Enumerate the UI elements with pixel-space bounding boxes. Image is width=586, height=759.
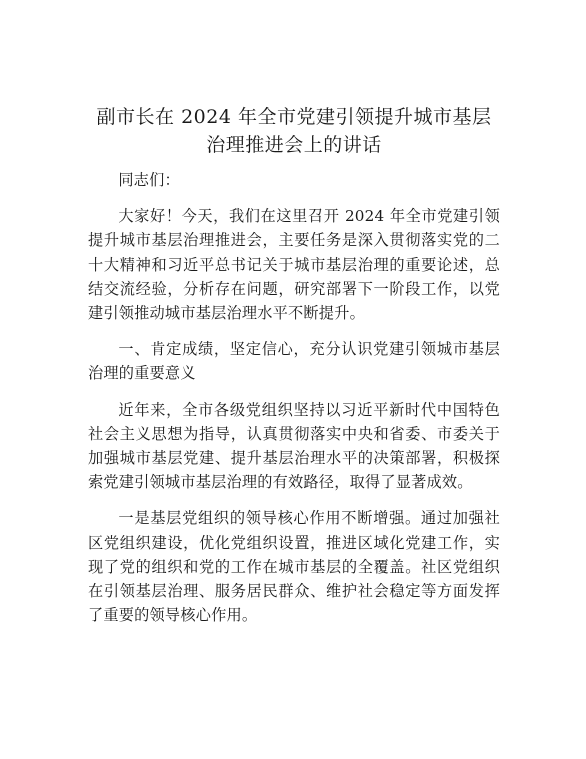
- paragraph-point-one: 一是基层党组织的领导核心作用不断增强。通过加强社区党组织建设，优化党组织设置，推进区域化党建工作，实现了党的组织和党的工作在城市基层的全覆盖。社区党组织在引领基层治理、服务居民群众、维护社会稳定等方面发挥了重要的领导核心作用。: [88, 509, 500, 625]
- document-title: 副市长在 2024 年全市党建引领提升城市基层治理推进会上的讲话: [96, 106, 492, 156]
- document-body: [88, 168, 500, 639]
- paragraph-achievements: 近年来，全市各级党组织坚持以习近平新时代中国特色社会主义思想为指导，认真贯彻落实中央和省委、市委关于加强城市基层党建、提升基层治理水平的决策部署，积极探索党建引领城市基层治理的有效路径，取得了显著成效。: [88, 400, 500, 492]
- section-heading-one: 一、肯定成绩，坚定信心，充分认识党建引领城市基层治理的重要意义: [88, 340, 500, 383]
- paragraph-opening: 大家好！今天，我们在这里召开 2024 年全市党建引领提升城市基层治理推进会，主要任务是深入贯彻落实党的二十大精神和习近平总书记关于城市基层治理的重要论述，总结交流经验，分析存在问题，研究部署下一阶段工作，以党建引领推动城市基层治理水平不断提升。: [88, 207, 500, 323]
- salutation: 同志们：: [118, 171, 180, 189]
